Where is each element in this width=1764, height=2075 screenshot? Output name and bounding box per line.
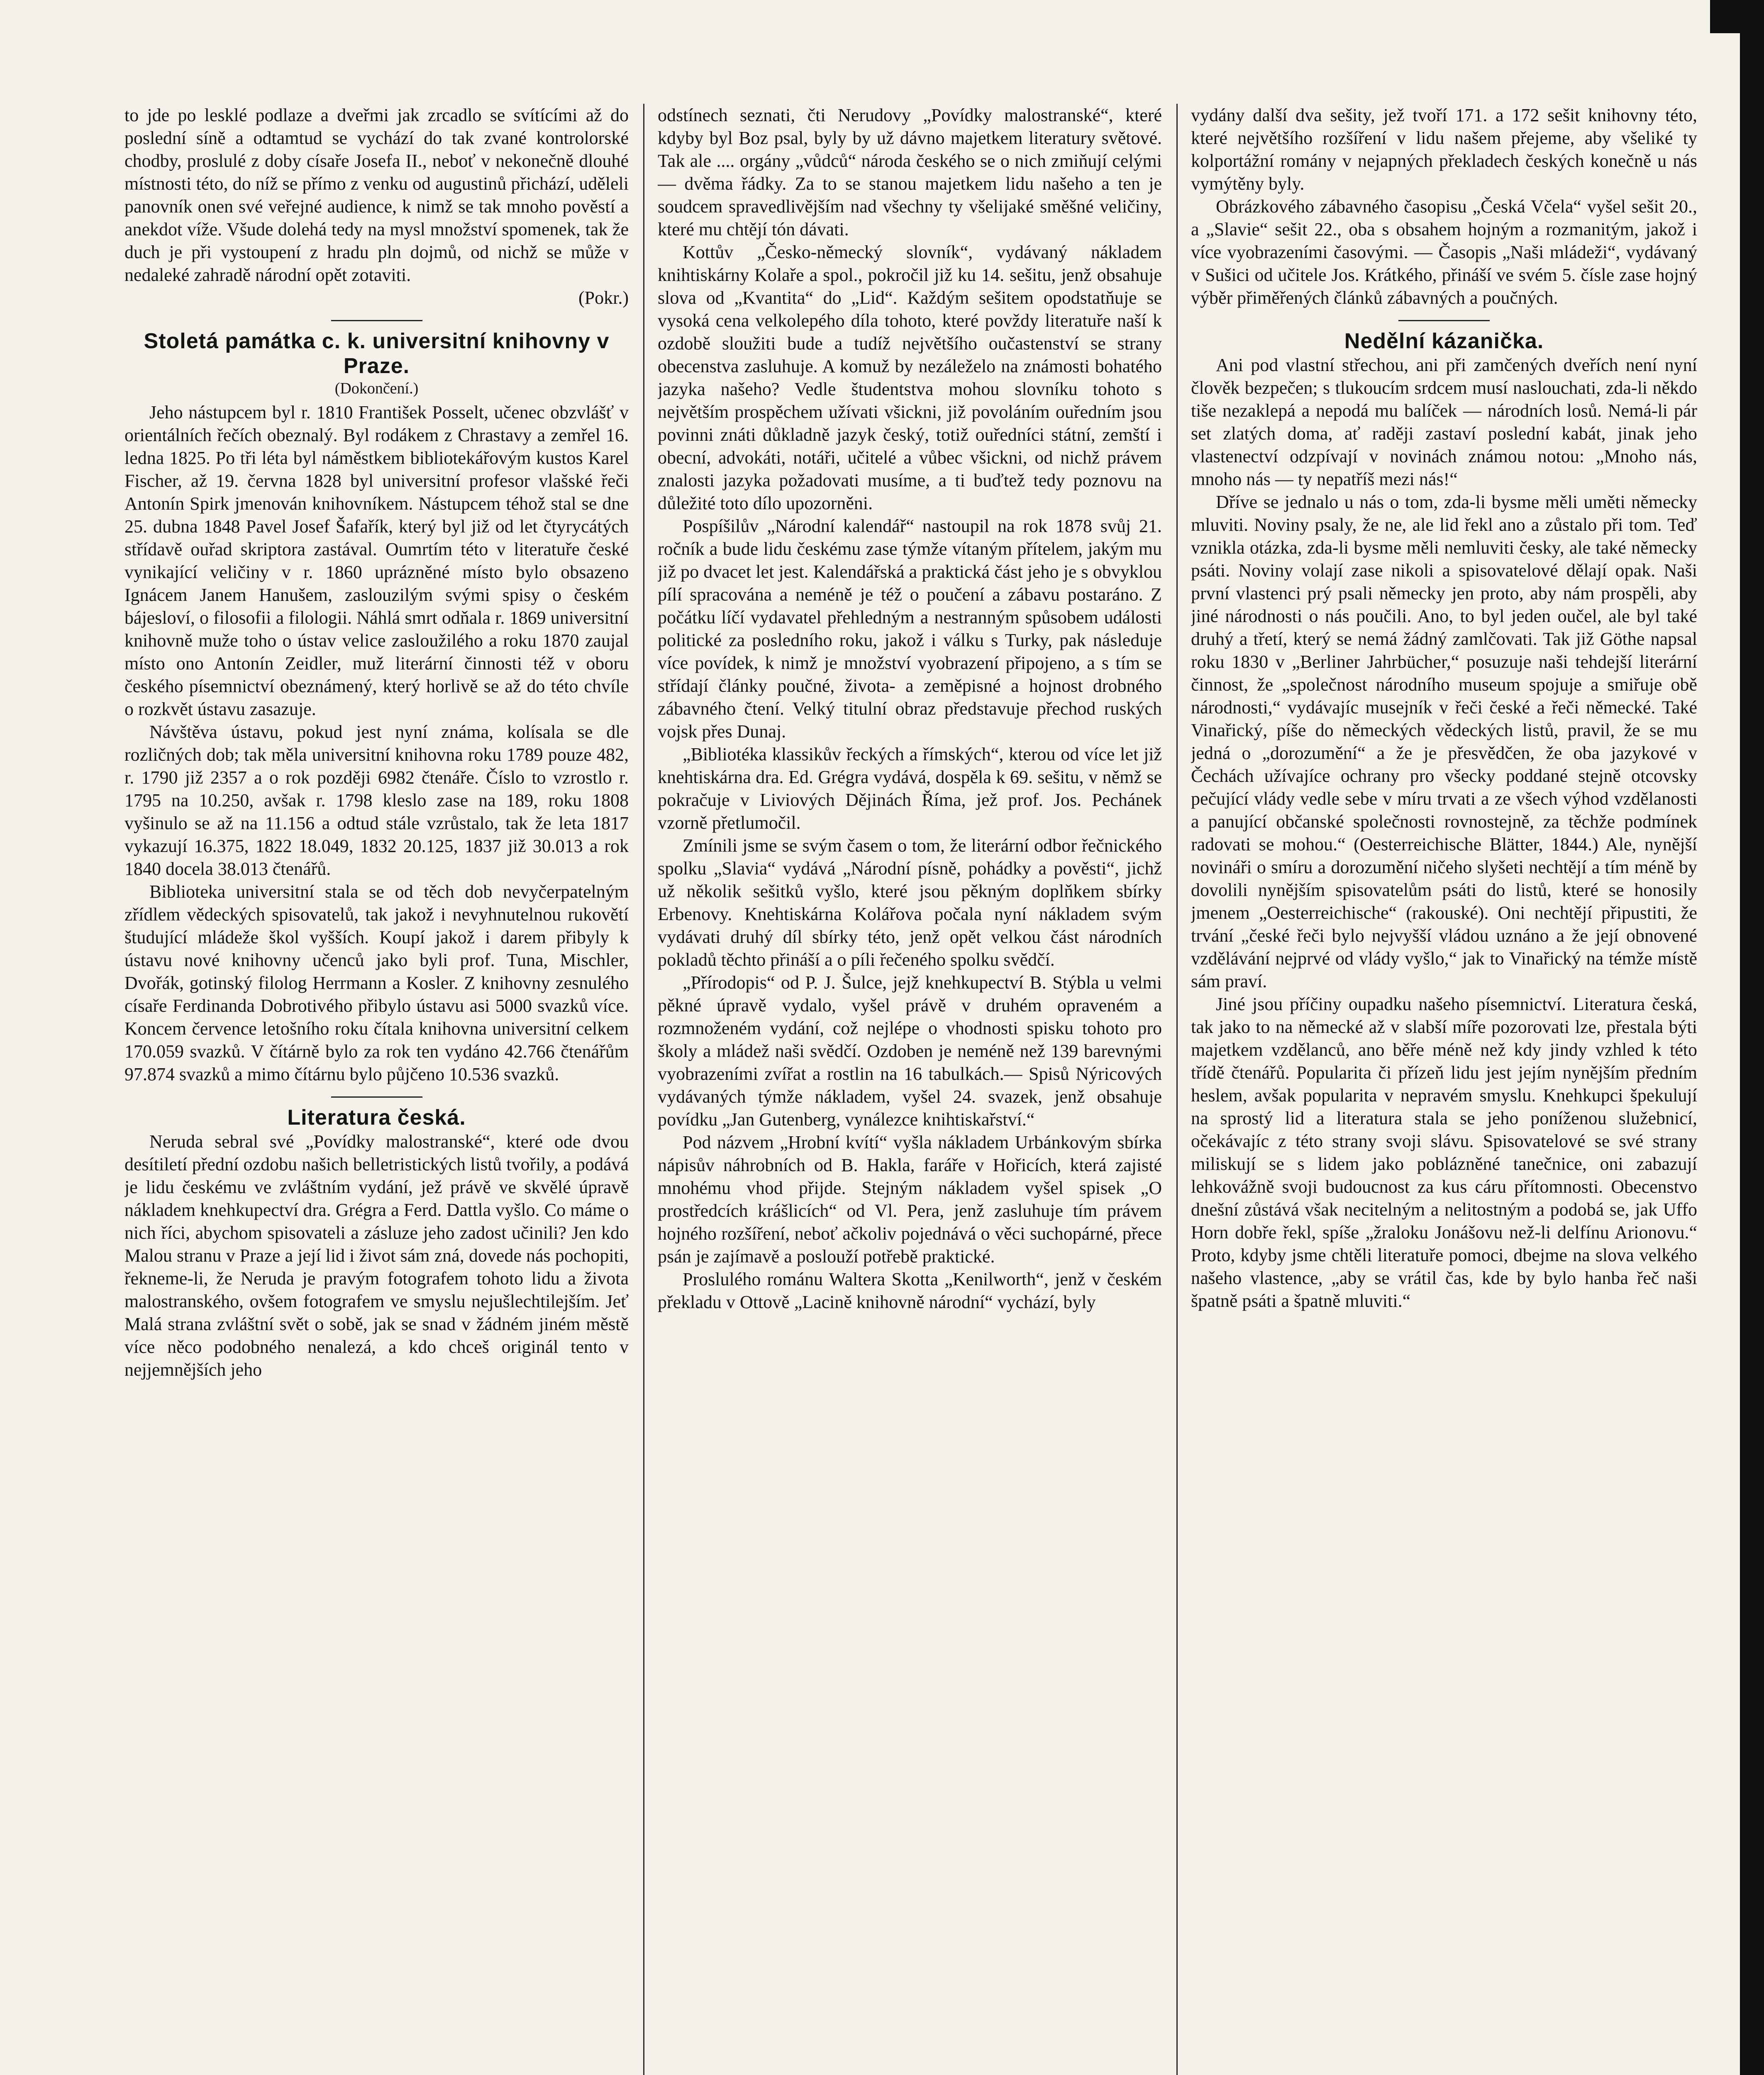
article-continuation: to jde po lesklé podlaze a dveřmi jak zrcadlo se svítícími až do poslední síně a odtamtud se vychází do tak zvané kontrolorské chodby, proslulé z doby císaře Josefa II., neboť v nekonečně dlouhé místnosti této, do níž se přímo z venku od augustinů přichází, uděleli panovník onen své veřejné audience, k nimž se tak mnoho pověstí a anekdot víže. Všude dolehá tedy na mysl množství spomenek, tak že duch je při vystoupení z hradu pln dojmů, od nichž se může v nedaleké zahradě národní opět zotaviti. [124,105,629,285]
paragraph: „Bibliotéka klassikův řeckých a římských“, kterou od více let již knehtiskárna dra. Ed. Grégra vydává, dospěla k 69. sešitu, v němž se pokračuje v Liviových Dějinách Říma, jež prof. Jos. Pechánek vzorně přetlumočil. [658,744,1162,833]
section-divider [331,320,422,321]
page-edge [1740,0,1764,2075]
paragraph: Pospíšilův „Národní kalendář“ nastoupil na rok 1878 svůj 21. ročník a bude lidu českému zase týmže vítaným přítelem, jakým mu již po dvacet let jest. Kalendářská a praktická část jeho je s obvyklou pílí spracována a neméně je též o poučení a zábavu postaráno. Z počátku líčí vydavatel přehledným a nestranným spůsobem události politické za posledního roku, jakož i válku s Turky, pak následuje více povídek, k nimž je množství vyobrazení připojeno, a s tím se střídají články poučné, života- a zeměpisné a hojnost drobného zábavného čtení. Velký titulní obraz představuje přechod ruských vojsk přes Dunaj. [658,516,1162,742]
column-1 [124,104,629,2075]
headline-literature: Literatura česká. [287,1106,466,1130]
paragraph: Kottův „Česko-německý slovník“, vydávaný nákladem knihtiskárny Kolaře a spol., pokročil již ku 14. sešitu, jenž obsahuje slova od „Kvantita“ do „Lid“. Každým sešitem opodstatňuje se vysoká cena velkolepého díla tohoto, které povždy literatuře naší k ozdobě sloužiti bude a tudíž největšího oučastenství se strany obecenstva zasluhuje. A komuž by nezáleželo na známosti bohatého jazyka našeho? Vedle študentstva mohou slovníku tohoto s největším prospěchem užívati všickni, již povoláním ouředním jsou povinni znáti důkladně jazyk český, totiž ouředníci státní, zemští i obecní, advokáti, notáři, učitelé a vůbec všickni, od nichž právem znalosti jazyka požadovati musíme, a ti buďtež tedy poznovu na důležité toto dílo upozorněni. [658,242,1162,513]
paragraph: vydány další dva sešity, jež tvoří 171. a 172 sešit knihovny této, které největšího rozšíření v lidu našem přejeme, aby všeliké ty kolportážní romány v nejapných překladech českých konečně u nás vymýtěny byly. [1191,105,1697,194]
column-rule [1176,104,1178,2075]
paragraph: Proslulého románu Waltera Skotta „Kenilworth“, jenž v českém překladu v Ottově „Lacině knihovně národní“ vychází, byly [658,1269,1162,1312]
headline-library: Stoletá památka c. k. universitní knihovny v Praze. [144,329,610,378]
paragraph: Pod názvem „Hrobní kvítí“ vyšla nákladem Urbánkovým sbírka nápisův náhrobních od B. Hakla, faráře v Hořicích, která zajisté mnohému vhod přijde. Stejným nákladem vyšel spisek „O prostředcích krášlicích“ od Vl. Pera, jenž zasluhuje tím právem hojného rozšíření, neboť ačkoliv pojednává o věci suchopárné, přece psán je zajímavě a poslouží potřebě praktické. [658,1132,1162,1267]
column-rule [643,104,644,2075]
paragraph: Dříve se jednalo u nás o tom, zda-li bysme měli uměti německy mluviti. Noviny psaly, že ne, ale lid řekl ano a zůstalo při tom. Teď vznikla otázka, zda-li bysme měli nemluviti česky, ale také německy psáti. Noviny volají zase nikoli a spisovatelové dělají opak. Naši první vlastenci prý psali německy jen proto, aby nám prospěli, aby jiné národnosti o nás poučili. Ano, to byl jeden oučel, ale byl také druhý a třetí, který se nemá žádný zamlčovati. Tak již Göthe napsal roku 1830 v „Berliner Jahrbücher,“ posuzuje naši tehdejší literární činnost, že „společnost národního museum spojuje a smiřuje obě národnosti,“ vydávajíc musejník v řeči české a řeči německé. Také Vinařický, píše do německých vědeckých listů, pravil, že se mu jedná o „dorozumění“ a že je přesvědčen, že oba jazykové v Čechách užívajíce ochrany pro všecky poddané stejně otcovsky pečující vlády vedle sebe v míru trvati a ze všech výhod vzdělanosti a panující občanské společnosti rovnostejně, za těchže podmínek radovati se mohou.“ (Oesterreichische Blätter, 1844.) Ale, nynější novináři o smíru a dorozumění ničeho slyšeti nechtějí a tím méně by dovolili nynějším spisovatelům psáti do listů, které se honosily jmenem „Oesterreichische“ (rakouské). Oni nechtějí připustiti, že trvání „české řeči bylo nejvyšší vládou uznáno a že její obnovené vzdělávání nejprvé od vlády vyšlo,“ jak to Vinařický na témže místě sám praví. [1191,492,1697,991]
headline-library-sub: (Dokončení.) [334,380,419,397]
section-divider [1398,320,1490,321]
column-2 [658,104,1162,2075]
newspaper-page [124,104,1701,2075]
paragraph: Neruda sebral své „Povídky malostranské“, které ode dvou desítiletí přední ozdobu našich belletristických listů tvořily, a podává je lidu českému ve zvláštním vydání, jež právě ve skvělé úpravě nákladem knehkupectví dra. Grégra a Ferd. Dattla vyšlo. Co máme o nich říci, abychom spisovateli a zásluze jeho zadost učinili? Jen kdo Malou stranu v Praze a její lid i život sám zná, dovede nás pochopiti, řekneme-li, že Neruda je pravým fotografem tohoto lidu a života malostranského, ovšem fotografem ve smyslu nejušlechtilejším. Jeť Malá strana zvláštní svět o sobě, jak se snad v žádném jiném městě více něco podobného nenalezá, a kdo chceš originál tento v nejjemnějších jeho [124,1131,629,1380]
paragraph: „Přírodopis“ od P. J. Šulce, jejž knehkupectví B. Stýbla u velmi pěkné úpravě vydalo, vyšel právě v druhém opraveném a rozmnoženém vydání, což nejlépe o vhodnosti spisku tohoto pro školy a mládež naši svědčí. Ozdoben je neméně než 139 barevnými vyobrazeními zvířat a rostlin na 16 tabulkách.— Spisů Nýricových vydávaných týmže nákladem, vyšel 24. svazek, jenž obsahuje povídku „Jan Gutenberg, vynálezce knihtiskařství.“ [658,972,1162,1130]
paragraph: Jiné jsou příčiny oupadku našeho písemnictví. Literatura česká, tak jako to na německé až v slabší míře pozorovati lze, přestala býti majetkem vzdělanců, ano běře méně než kdy jindy vzhled k této třídě čtenářů. Popularita či přízeň lidu jest jejím nynějším předním heslem, avšak popularita v nepravém smyslu. Knehkupci špekulují na sprostý lid a literatura stala se jeho poníženou služebnicí, očekávajíc z této strany svoji slávu. Spisovatelové se své strany miliskují se s lidem jako poblázněné tanečnice, oni zabazují lehkovážně svoji budoucnost za kus cáru přítomnosti. Obecenstvo dnešní zůstává však necitelným a nelitostným a podobá se, jak Uffo Horn dobře řekl, spíše „žraloku Jonášovu než-li delfínu Arionovu.“ Proto, kdyby jsme chtěli literatuře pomoci, dbejme na slova velkého našeho vlastence, „aby se vrátil čas, kde by bylo hanba řeč naši špatně psáti a špatně mluviti.“ [1191,994,1697,1311]
paragraph: Obrázkového zábavného časopisu „Česká Včela“ vyšel sešit 20., a „Slavie“ sešit 22., oba s obsahem hojným a rozmanitým, jakož i více vyobrazeními časovými. — Časopis „Naši mládeži“, vydávaný v Sušici od učitele Jos. Krátkého, přináší ve svém 5. čísle zase hojný výběr přiměřených článků zábavných a poučných. [1191,196,1697,308]
paragraph: Jeho nástupcem byl r. 1810 František Posselt, učenec obzvlášť v orientálních řečích obeznalý. Byl rodákem z Chrastavy a zemřel 16. ledna 1825. Po tři léta byl náměstkem bibliotekářovým kustos Karel Fischer, až 19. června 1828 byl universitní profesor vlašské řeči Antonín Spirk jmenován knihovníkem. Nástupcem téhož stal se dne 25. dubna 1848 Pavel Josef Šafařík, který byl již od let čtyrycátých střídavě ouřad skriptora zastával. Oumrtím této v literatuře české vynikající veličiny v r. 1860 uprázněné místo bylo obsazeno Ignácem Janem Hanušem, zaslouzilým svými spisy o českém bájesloví, o filosofii a filologii. Náhlá smrt odňala r. 1869 universitní knihovně muže toho o ústav velice zasloužilého a roku 1870 zaujal místo ono Antonín Zeidler, muž literární činnosti též v oboru českého písemnictví obeznámený, který horlivě se až do této chvíle o rozkvět ústavu zasazuje. [124,402,629,719]
continued-note: (Pokr.) [578,288,629,308]
paragraph: odstínech seznati, čti Nerudovy „Povídky malostranské“, které kdyby byl Boz psal, byly by už dávno majetkem literatury světové. Tak ale .... orgány „vůdců“ národa českého se o nich zmiňují celými — dvěma řádky. Za to se stanou majetkem lidu našeho a ten je soudcem spravedlivějším nad všechny ty všelijaké směšné veličiny, které mu chtějí tón dávati. [658,105,1162,239]
section-divider [331,1096,422,1098]
paragraph: Ani pod vlastní střechou, ani při zamčených dveřích není nyní člověk bezpečen; s tlukoucím srdcem musí naslouchati, zda-li někdo tiše nezaklepá a nepodá mu balíček — národních losů. Nemá-li pár set zlatých doma, ať raději zastaví poslední kabát, jinak jeho vlastenectví odzpívají v novinách známou notou: „Mnoho nás, mnoho nás — ty nepatříš mezi nás!“ [1191,355,1697,489]
paragraph: Zmínili jsme se svým časem o tom, že literární odbor řečnického spolku „Slavia“ vydává „Národní písně, pohádky a pověsti“, jichž už několik sešitků vyšlo, které jsou pěkným doplňkem sbírky Erbenovy. Knehtiskárna Kolářova počala nyní nákladem svým vydávati druhý díl sbírky této, jenž opět velkou část národních pokladů těchto přináší a o píli řečeného spolku svědčí. [658,835,1162,970]
column-3 [1191,104,1697,2075]
headline-sermon: Nedělní kázanička. [1344,329,1544,353]
paragraph: Návštěva ústavu, pokud jest nyní známa, kolísala se dle rozličných dob; tak měla universitní knihovna roku 1789 pouze 482, r. 1790 již 2357 a o rok později 6982 čtenáře. Číslo to vzrostlo r. 1795 na 10.250, avšak r. 1798 kleslo zase na 189, roku 1808 vyšinulo se až na 11.156 a odtud stále vzrůstalo, tak že leta 1817 vykazují 16.375, 1822 18.049, 1832 20.125, 1837 již 30.013 a rok 1840 docela 38.013 čtenářů. [124,722,629,879]
paragraph: Biblioteka universitní stala se od těch dob nevyčerpatelným zřídlem vědeckých spisovatelů, tak jakož i nevyhnutelnou rukovětí študující mládeže škol vyšších. Koupí jakož i darem přibyly k ústavu nové knihovny učenců jako byli prof. Tuna, Mischler, Dvořák, gotinský filolog Herrmann a Kosler. Z knihovny zesnulého císaře Ferdinanda Dobrotivého přibylo ústavu asi 5000 svazků více. Koncem července letošního roku čítala knihovna universitní celkem 170.059 svazků. V čítárně bylo za rok ten vydáno 42.766 čtenářům 97.874 svazků a mimo čítárnu bylo půjčeno 10.536 svazků. [124,881,629,1084]
